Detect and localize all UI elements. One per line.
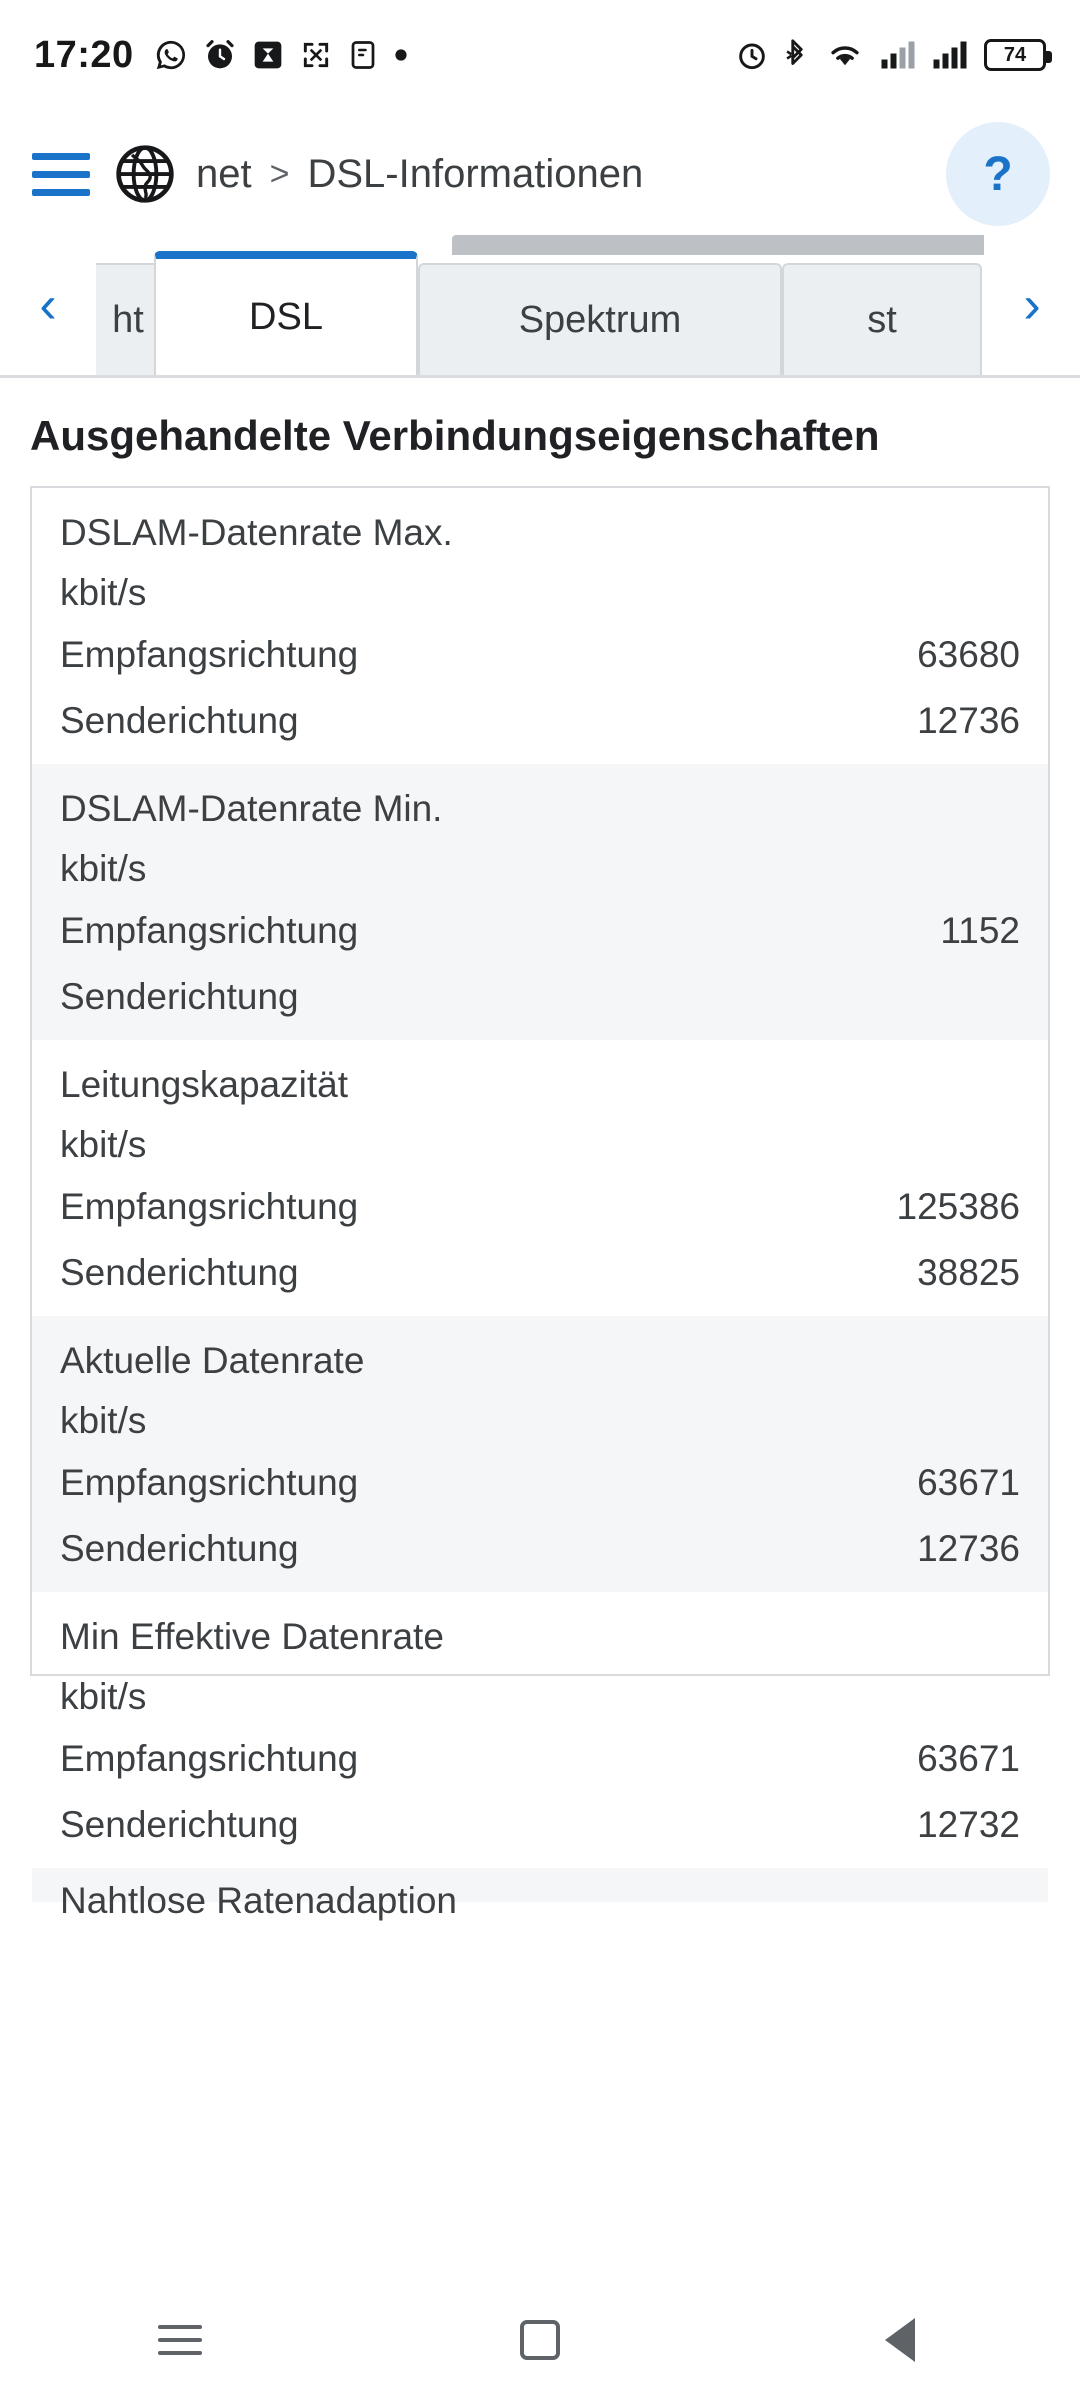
tab-bar — [0, 238, 1080, 378]
row-value: 38825 — [917, 1252, 1020, 1293]
table-row — [32, 1240, 1048, 1306]
table-row — [32, 1792, 1048, 1858]
row-value: 63671 — [917, 1462, 1020, 1503]
tab-overflow-shadow — [452, 235, 1000, 255]
row-label: Senderichtung — [60, 1528, 299, 1569]
home-icon — [520, 2320, 560, 2360]
table-group-current-rate — [32, 1316, 1048, 1592]
row-label: Senderichtung — [60, 700, 299, 741]
group-title: Nahtlose Ratenadaption — [60, 1880, 458, 1921]
tab-scroll-left-button[interactable]: ‹ — [0, 235, 96, 375]
tab-previous[interactable]: ht — [38, 263, 218, 375]
table-row — [32, 688, 1048, 754]
table-row — [32, 1726, 1048, 1792]
dot-icon — [394, 48, 408, 62]
status-notification-icons — [154, 38, 408, 72]
tab-next-partial[interactable]: st — [782, 263, 982, 375]
breadcrumb — [196, 152, 643, 197]
connection-properties-table — [30, 486, 1050, 1921]
group-unit: kbit/s — [60, 1676, 147, 1717]
row-value: 63680 — [917, 634, 1020, 675]
tab-spektrum[interactable]: Spektrum — [418, 263, 782, 375]
bluetooth-icon — [784, 38, 810, 72]
back-icon — [885, 2318, 915, 2362]
chevron-right-icon: > — [269, 154, 290, 193]
status-time: 17:20 — [34, 33, 134, 76]
wifi-icon — [826, 40, 864, 70]
group-title: Min Effektive Datenrate — [60, 1616, 444, 1657]
hamburger-icon[interactable] — [30, 149, 92, 200]
breadcrumb-current: DSL-Informationen — [307, 151, 644, 196]
battery-icon — [984, 39, 1046, 71]
breadcrumb-parent[interactable]: net — [196, 151, 252, 196]
row-value: 12736 — [917, 700, 1020, 741]
page-title: Ausgehandelte Verbindungseigenschaften — [0, 378, 1080, 486]
row-label: Empfangsrichtung — [60, 1462, 359, 1503]
group-unit: kbit/s — [60, 848, 147, 889]
note-icon — [348, 39, 378, 71]
row-value: 1152 — [940, 910, 1020, 951]
table-group-dslam-min — [32, 764, 1048, 1040]
row-label: Empfangsrichtung — [60, 1186, 359, 1227]
battery-level: 74 — [1003, 43, 1027, 66]
table-row — [32, 1516, 1048, 1582]
table-group-min-effective-rate — [32, 1592, 1048, 1868]
back-button[interactable] — [800, 2318, 1000, 2362]
table-row — [32, 1450, 1048, 1516]
row-value: 12732 — [917, 1804, 1020, 1845]
tab-scroll-right-button[interactable]: › — [984, 235, 1080, 375]
group-title: DSLAM-Datenrate Max. — [60, 512, 453, 553]
row-label: Senderichtung — [60, 1252, 299, 1293]
row-label: Senderichtung — [60, 976, 299, 1017]
home-button[interactable] — [440, 2320, 640, 2360]
group-unit: kbit/s — [60, 572, 147, 613]
row-value: 63671 — [917, 1738, 1020, 1779]
row-label: Senderichtung — [60, 1804, 299, 1845]
adobe-icon — [252, 39, 284, 71]
group-unit: kbit/s — [60, 1124, 147, 1165]
whatsapp-icon — [154, 38, 188, 72]
status-system-icons — [736, 38, 1046, 72]
recents-icon — [158, 2325, 202, 2355]
help-button[interactable]: ? — [946, 122, 1050, 226]
tab-dsl[interactable]: DSL — [154, 251, 418, 375]
alarm-clock-icon — [204, 39, 236, 71]
group-title: DSLAM-Datenrate Min. — [60, 788, 443, 829]
table-group-line-capacity — [32, 1040, 1048, 1316]
globe-icon[interactable] — [114, 143, 176, 205]
table-row — [32, 964, 1048, 1030]
signal-2-icon — [932, 40, 968, 70]
screenshot-icon — [300, 39, 332, 71]
row-label: Empfangsrichtung — [60, 634, 359, 675]
system-navigation-bar — [0, 2280, 1080, 2400]
tab-scroll-area[interactable] — [96, 235, 984, 375]
alarm-icon — [736, 39, 768, 71]
table-row — [32, 898, 1048, 964]
table-group-dslam-max — [32, 488, 1048, 764]
table-row — [32, 622, 1048, 688]
row-label: Empfangsrichtung — [60, 910, 359, 951]
row-value: 12736 — [917, 1528, 1020, 1569]
group-title: Leitungskapazität — [60, 1064, 348, 1105]
group-unit: kbit/s — [60, 1400, 147, 1441]
table-row — [32, 1174, 1048, 1240]
row-value: 125386 — [896, 1186, 1020, 1227]
group-title: Aktuelle Datenrate — [60, 1340, 365, 1381]
recents-button[interactable] — [80, 2325, 280, 2355]
app-header — [0, 110, 1080, 238]
row-label: Empfangsrichtung — [60, 1738, 359, 1779]
status-bar — [0, 0, 1080, 110]
signal-1-icon — [880, 40, 916, 70]
table-group-next-partial — [32, 1868, 1048, 1921]
